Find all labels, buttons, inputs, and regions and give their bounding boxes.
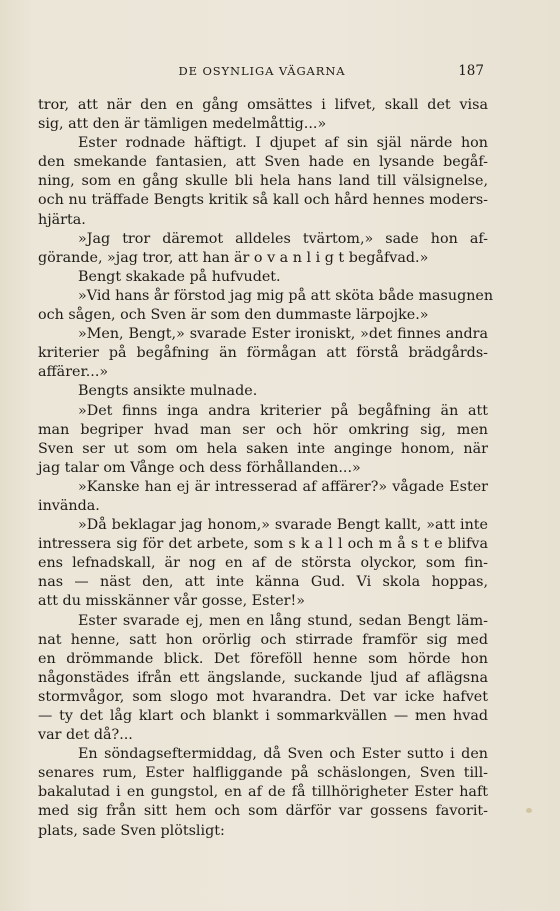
text-line: Ester svarade ej, men en lång stund, sedan Bengt läm- [78, 612, 488, 629]
text-line: »Vid hans år förstod jag mig på att sköta både masugnen [78, 287, 494, 304]
text-line: jag talar om Vånge och dess förhållanden...» [38, 459, 361, 476]
text-line: och nu träffade Bengts kritik så kall och hård hennes moders- [38, 192, 488, 209]
text-line: »Jag tror däremot alldeles tvärtom,» sade hon af- [78, 230, 488, 247]
running-title: DE OSYNLIGA VÄGARNA [178, 64, 346, 78]
text-line: med sig från sitt hem och som därför var gossens favorit- [38, 803, 488, 820]
text-line: plats, sade Sven plötsligt: [38, 822, 225, 839]
text-line: »Kanske han ej är intresserad af affärer?» vågade Ester [78, 478, 488, 495]
text-line: Bengt skakade på hufvudet. [78, 268, 281, 285]
text-line: »Det finns inga andra kriterier på begåfning än att [78, 402, 488, 419]
text-line: ning, som en gång skulle bli hela hans land till välsignelse, [38, 173, 488, 190]
text-line: man begriper hvad man ser och hör omkring sig, men [38, 421, 488, 438]
body-text [38, 96, 494, 841]
text-line: görande, »jag tror, att han är o v a n l i g t begåfvad.» [38, 249, 429, 266]
page-header [40, 64, 484, 84]
text-line: nas — näst den, att inte känna Gud. Vi skola hoppas, [38, 574, 488, 591]
paper-speck [526, 808, 532, 813]
text-line: att du misskänner vår gosse, Ester!» [38, 593, 305, 610]
text-line: hjärta. [38, 211, 86, 228]
text-line: sig, att den är tämligen medelmåttig...» [38, 116, 327, 133]
text-line: — ty det låg klart och blankt i sommarkvällen — men hvad [38, 708, 488, 724]
text-line: nat henne, satt hon orörlig och stirrade framför sig med [38, 631, 488, 648]
text-line: Ester rodnade häftigt. I djupet af sin själ närde hon [78, 135, 488, 152]
text-line: senares rum, Ester halfliggande på schäslongen, Sven till- [38, 765, 488, 782]
text-line: Sven ser ut som om hela saken inte anginge honom, när [38, 440, 488, 457]
text-line: var det då?... [38, 727, 133, 744]
page-number: 187 [458, 63, 484, 79]
text-line: »Men, Bengt,» svarade Ester ironiskt, »det finnes andra [78, 326, 488, 343]
text-line: stormvågor, som slogo mot hvarandra. Det var icke hafvet [38, 688, 488, 705]
text-line: ens lefnadskall, är nog en af de största olyckor, som fin- [38, 555, 488, 572]
text-line: och sågen, och Sven är som den dummaste lärpojke.» [38, 307, 429, 324]
text-line: intressera sig för det arbete, som s k a l l och m å s t e blifva [38, 536, 488, 553]
text-line: en drömmande blick. Det föreföll henne som hörde hon [38, 650, 488, 667]
text-line: någonstädes ifrån ett ängslande, suckande ljud af aflägsna [38, 669, 488, 686]
text-line: affärer...» [38, 364, 109, 381]
text-line: tror, att när den en gång omsättes i lifvet, skall det visa [38, 97, 488, 113]
text-line: »Då beklagar jag honom,» svarade Bengt kallt, »att inte [78, 517, 488, 534]
text-line: En söndagseftermiddag, då Sven och Ester sutto i den [78, 746, 488, 763]
text-line: den smekande fantasien, att Sven hade en lysande begåf- [38, 154, 488, 171]
text-line: kriterier på begåfning än förmågan att förstå brädgårds- [38, 345, 488, 362]
text-line: Bengts ansikte mulnade. [78, 383, 258, 400]
text-line: bakalutad i en gungstol, en af de få tillhörigheter Ester haft [38, 784, 488, 801]
text-line: invända. [38, 497, 100, 514]
